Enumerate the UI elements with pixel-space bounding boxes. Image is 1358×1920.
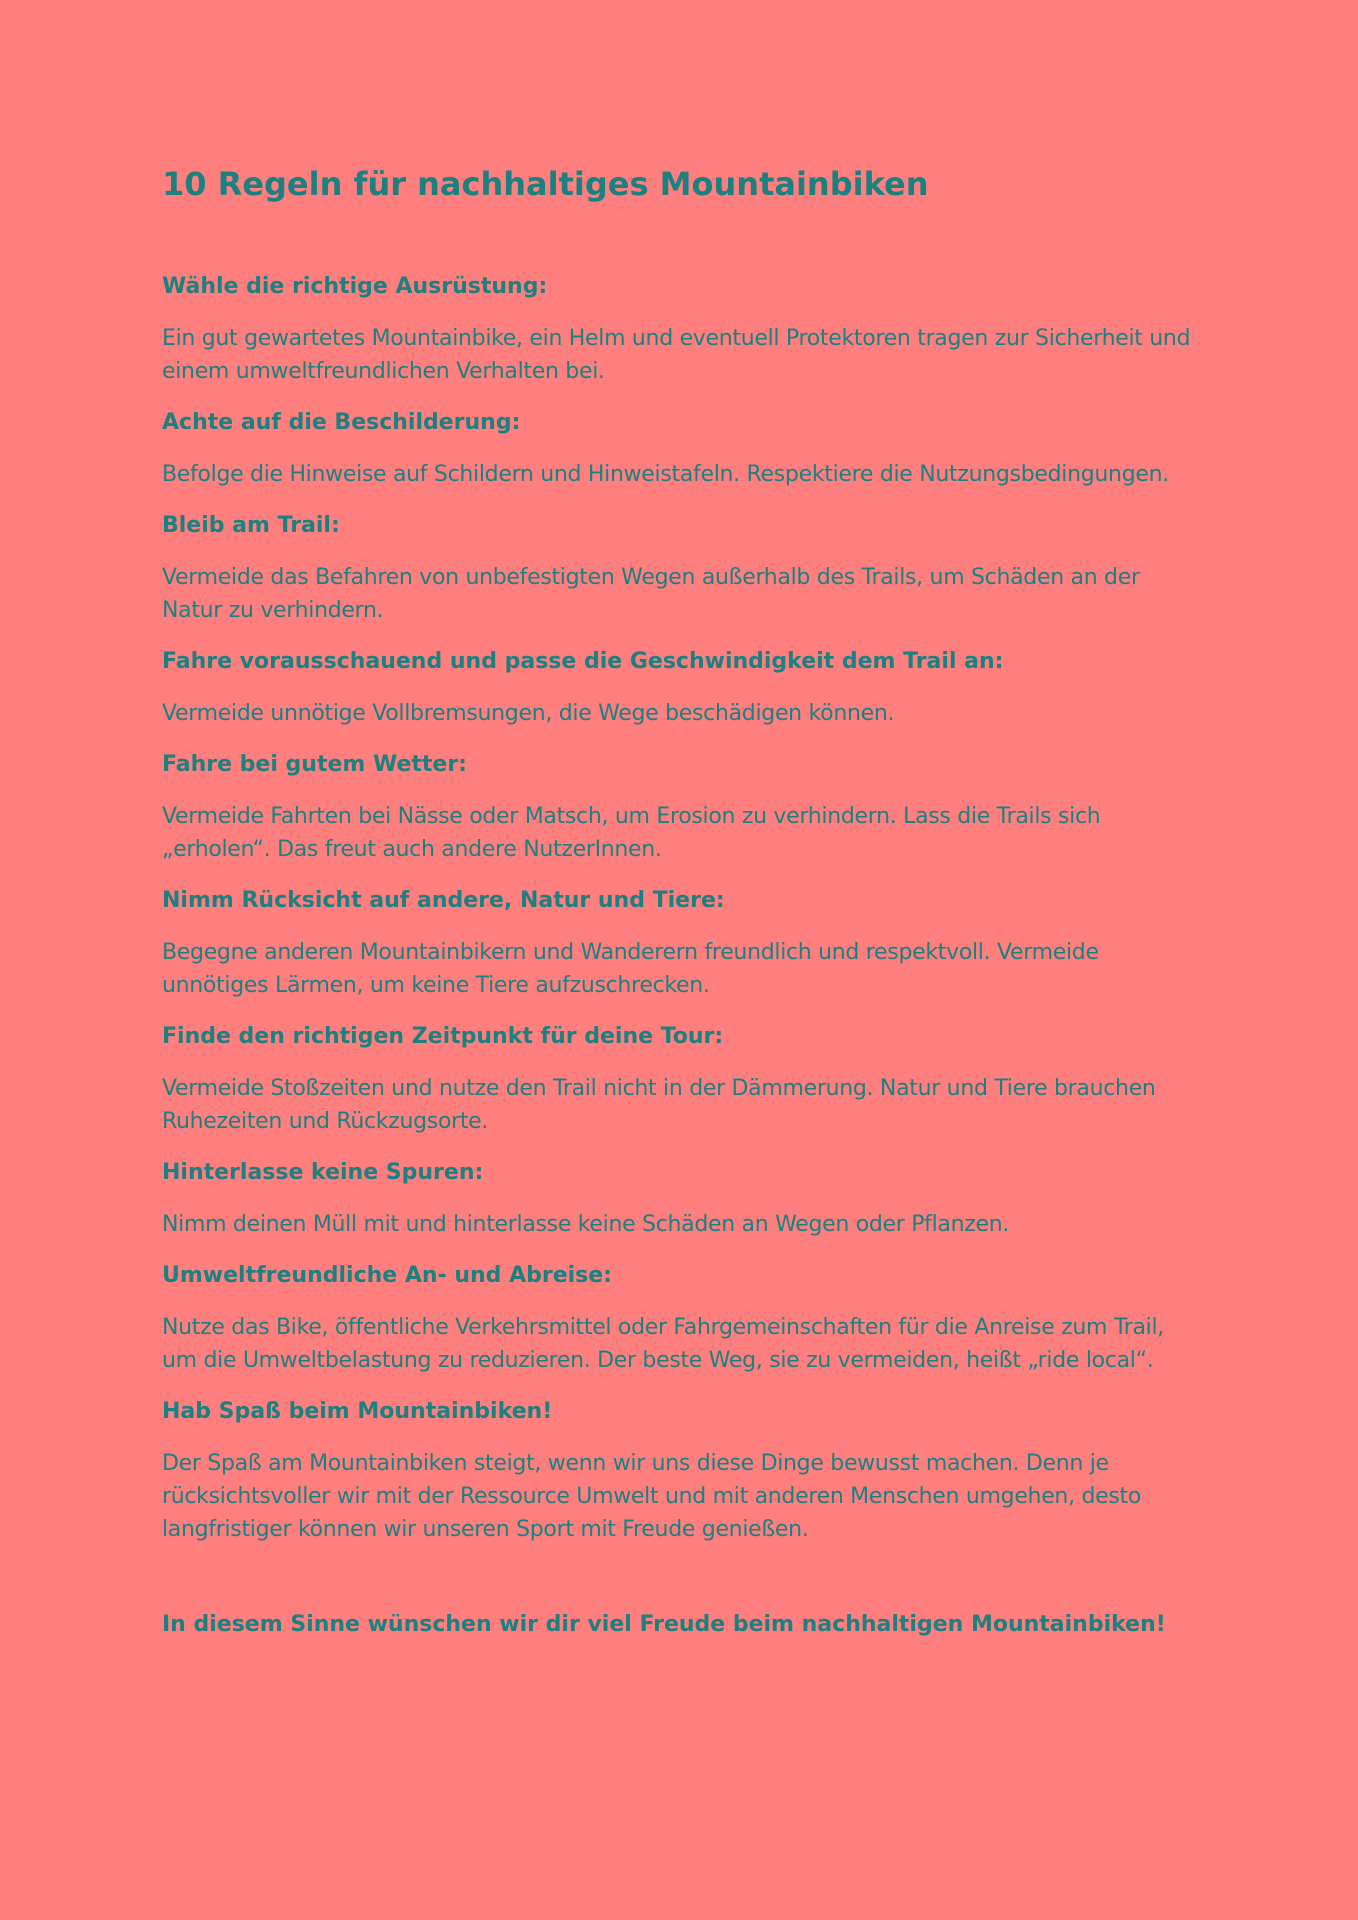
rule-text: Vermeide Fahrten bei Nässe oder Matsch, um Erosion zu verhindern. Lass die Trails sich „erholen“. Das freut auch andere NutzerInnen.: [162, 804, 1101, 862]
rule-item: [162, 750, 1202, 866]
rule-heading: Fahre vorausschauend und passe die Geschwindigkeit dem Trail an:: [162, 649, 1004, 674]
rule-item: [162, 886, 1202, 1002]
rule-heading: Achte auf die Beschilderung:: [162, 410, 521, 435]
page-title: 10 Regeln für nachhaltiges Mountainbiken: [162, 165, 929, 203]
rule-heading: Fahre bei gutem Wetter:: [162, 752, 467, 777]
document-page: [162, 160, 1202, 1640]
rule-heading: Hinterlasse keine Spuren:: [162, 1160, 484, 1185]
rule-heading: Hab Spaß beim Mountainbiken!: [162, 1399, 553, 1424]
rule-text: Befolge die Hinweise auf Schildern und Hinweistafeln. Respektiere die Nutzungsbedingungen.: [162, 462, 1169, 487]
rule-heading: Wähle die richtige Ausrüstung:: [162, 274, 548, 299]
rule-heading: Finde den richtigen Zeitpunkt für deine Tour:: [162, 1024, 724, 1049]
rule-text: Begegne anderen Mountainbikern und Wanderern freundlich und respektvoll. Vermeide unnötiges Lärmen, um keine Tiere aufzuschrecken.: [162, 940, 1099, 998]
rules-list: [162, 272, 1202, 1546]
rule-heading: Nimm Rücksicht auf andere, Natur und Tiere:: [162, 888, 725, 913]
rule-item: [162, 1261, 1202, 1377]
closing-statement: In diesem Sinne wünschen wir dir viel Freude beim nachhaltigen Mountainbiken!: [162, 1612, 1166, 1637]
rule-text: Nutze das Bike, öffentliche Verkehrsmittel oder Fahrgemeinschaften für die Anreise zum Trail, um die Umweltbelastung zu reduzieren. Der beste Weg, sie zu vermeiden, heißt „ride local“.: [162, 1315, 1164, 1373]
rule-item: [162, 272, 1202, 388]
rule-item: [162, 647, 1202, 730]
rule-item: [162, 511, 1202, 627]
rule-text: Vermeide das Befahren von unbefestigten Wegen außerhalb des Trails, um Schäden an der Natur zu verhindern.: [162, 565, 1140, 623]
rule-heading: Bleib am Trail:: [162, 513, 340, 538]
rule-item: [162, 1022, 1202, 1138]
rule-text: Ein gut gewartetes Mountainbike, ein Helm und eventuell Protektoren tragen zur Sicherheit und einem umweltfreundlichen Verhalten bei.: [162, 326, 1191, 384]
rule-text: Vermeide unnötige Vollbremsungen, die Wege beschädigen können.: [162, 701, 895, 726]
rule-heading: Umweltfreundliche An- und Abreise:: [162, 1263, 612, 1288]
rule-text: Nimm deinen Müll mit und hinterlasse keine Schäden an Wegen oder Pflanzen.: [162, 1212, 1010, 1237]
rule-text: Vermeide Stoßzeiten und nutze den Trail nicht in der Dämmerung. Natur und Tiere brauchen Ruhezeiten und Rückzugsorte.: [162, 1076, 1156, 1134]
rule-item: [162, 1397, 1202, 1546]
rule-item: [162, 408, 1202, 491]
rule-text: Der Spaß am Mountainbiken steigt, wenn wir uns diese Dinge bewusst machen. Denn je rücksichtsvoller wir mit der Ressource Umwelt und mit anderen Menschen umgehen, desto langfristiger können wir unseren Sport mit Freude genießen.: [162, 1451, 1142, 1542]
rule-item: [162, 1158, 1202, 1241]
